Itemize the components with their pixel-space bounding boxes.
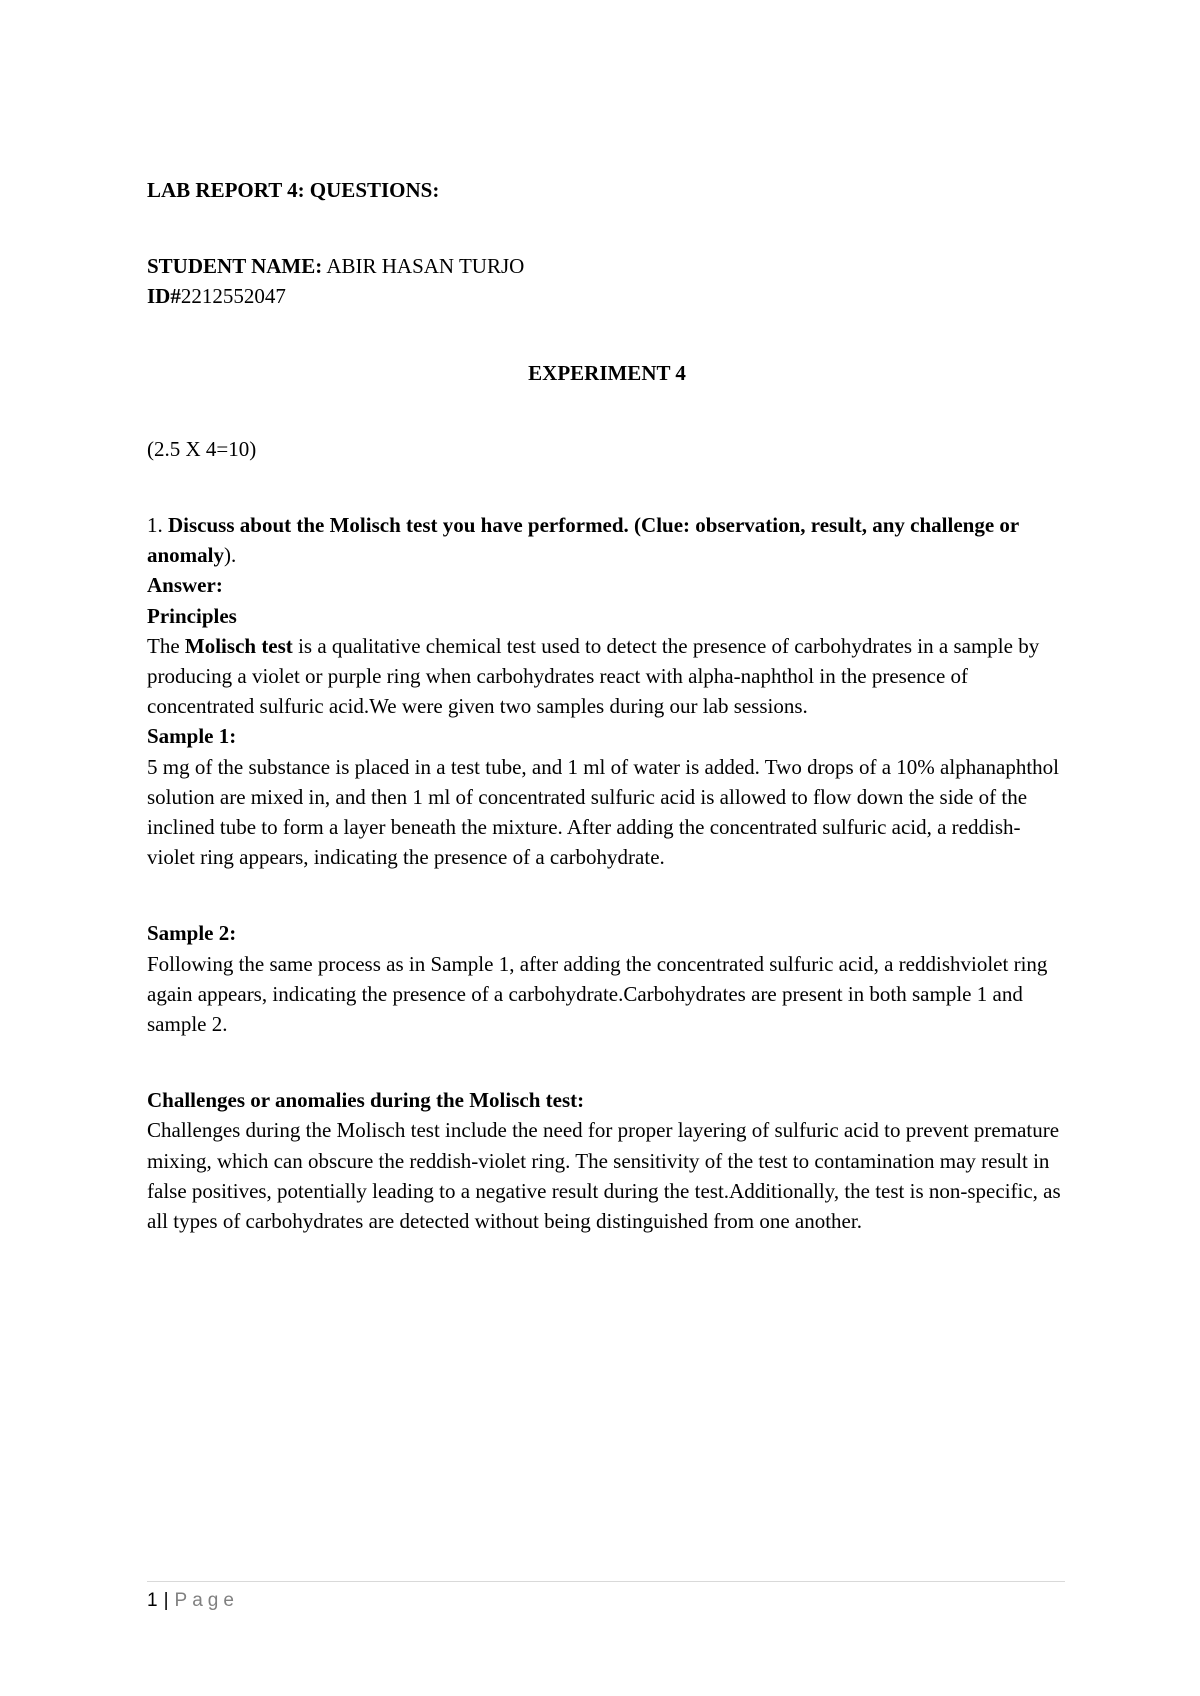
marks-distribution: (2.5 X 4=10) — [147, 436, 257, 461]
challenges-paragraph: Challenges during the Molisch test include the need for proper layering of sulfuric acid to prevent premature mixing, which can obscure the reddish-violet ring. The sensitivity of the test to contamination may result in false positives, potentially leading to a negative result during the test.Additionally, the test is non-specific, as all types of carbohydrates are detected without being distinguished from one another. — [147, 1118, 1061, 1234]
document-body — [147, 175, 1067, 1236]
question-number: 1. — [147, 513, 163, 538]
student-name-label: STUDENT NAME: — [147, 254, 323, 279]
student-id-label: ID# — [147, 284, 181, 309]
spacer — [147, 312, 1067, 358]
molisch-term: Molisch test — [184, 633, 293, 658]
question-1 — [147, 510, 1067, 570]
spacer — [147, 1039, 1067, 1085]
footer-divider — [147, 1581, 1065, 1582]
spacer — [147, 388, 1067, 434]
answer-label: Answer: — [147, 573, 223, 598]
principles-heading: Principles — [147, 603, 237, 628]
page-word: Page — [174, 1590, 239, 1611]
student-name-value: ABIR HASAN TURJO — [326, 254, 525, 279]
principles-body: is a qualitative chemical test used to detect the presence of carbohydrates in a sample by producing a violet or purple ring when carbohydrates react with alpha-naphthol in the presence of concentrated sulfuric acid.We were given two samples during our lab sessions. — [147, 633, 1040, 719]
principles-lead: The — [147, 633, 180, 658]
question-tail: ). — [224, 543, 237, 568]
page-footer — [147, 1588, 239, 1614]
experiment-title: EXPERIMENT 4 — [528, 360, 686, 385]
spacer — [147, 872, 1067, 918]
student-id-value: 2212552047 — [180, 284, 286, 309]
spacer — [147, 464, 1067, 510]
spacer — [147, 205, 1067, 251]
question-text: Discuss about the Molisch test you have performed. (Clue: observation, result, any challenge or anomaly — [147, 513, 1019, 568]
sample-2-heading: Sample 2: — [147, 921, 237, 946]
sample-1-paragraph: 5 mg of the substance is placed in a test tube, and 1 ml of water is added. Two drops of a 10% alphanaphthol solution are mixed in, and then 1 ml of concentrated sulfuric acid is allowed to flow down the side of the inclined tube to form a layer beneath the mixture. After adding the concentrated sulfuric acid, a reddish-violet ring appears, indicating the presence of a carbohydrate. — [147, 754, 1060, 870]
challenges-heading: Challenges or anomalies during the Molisch test: — [147, 1088, 585, 1113]
page-number: 1 — [147, 1590, 158, 1611]
sample-1-heading: Sample 1: — [147, 724, 237, 749]
principles-paragraph — [147, 631, 1067, 722]
sample-2-paragraph: Following the same process as in Sample 1, after adding the concentrated sulfuric acid, a reddishviolet ring again appears, indicating the presence of a carbohydrate.Carbohydrates are present in both sample 1 and sample 2. — [147, 951, 1048, 1037]
report-title: LAB REPORT 4: QUESTIONS: — [147, 178, 440, 202]
student-id-line — [147, 281, 1067, 311]
student-name-line — [147, 251, 1067, 281]
footer-separator: | — [163, 1590, 169, 1611]
